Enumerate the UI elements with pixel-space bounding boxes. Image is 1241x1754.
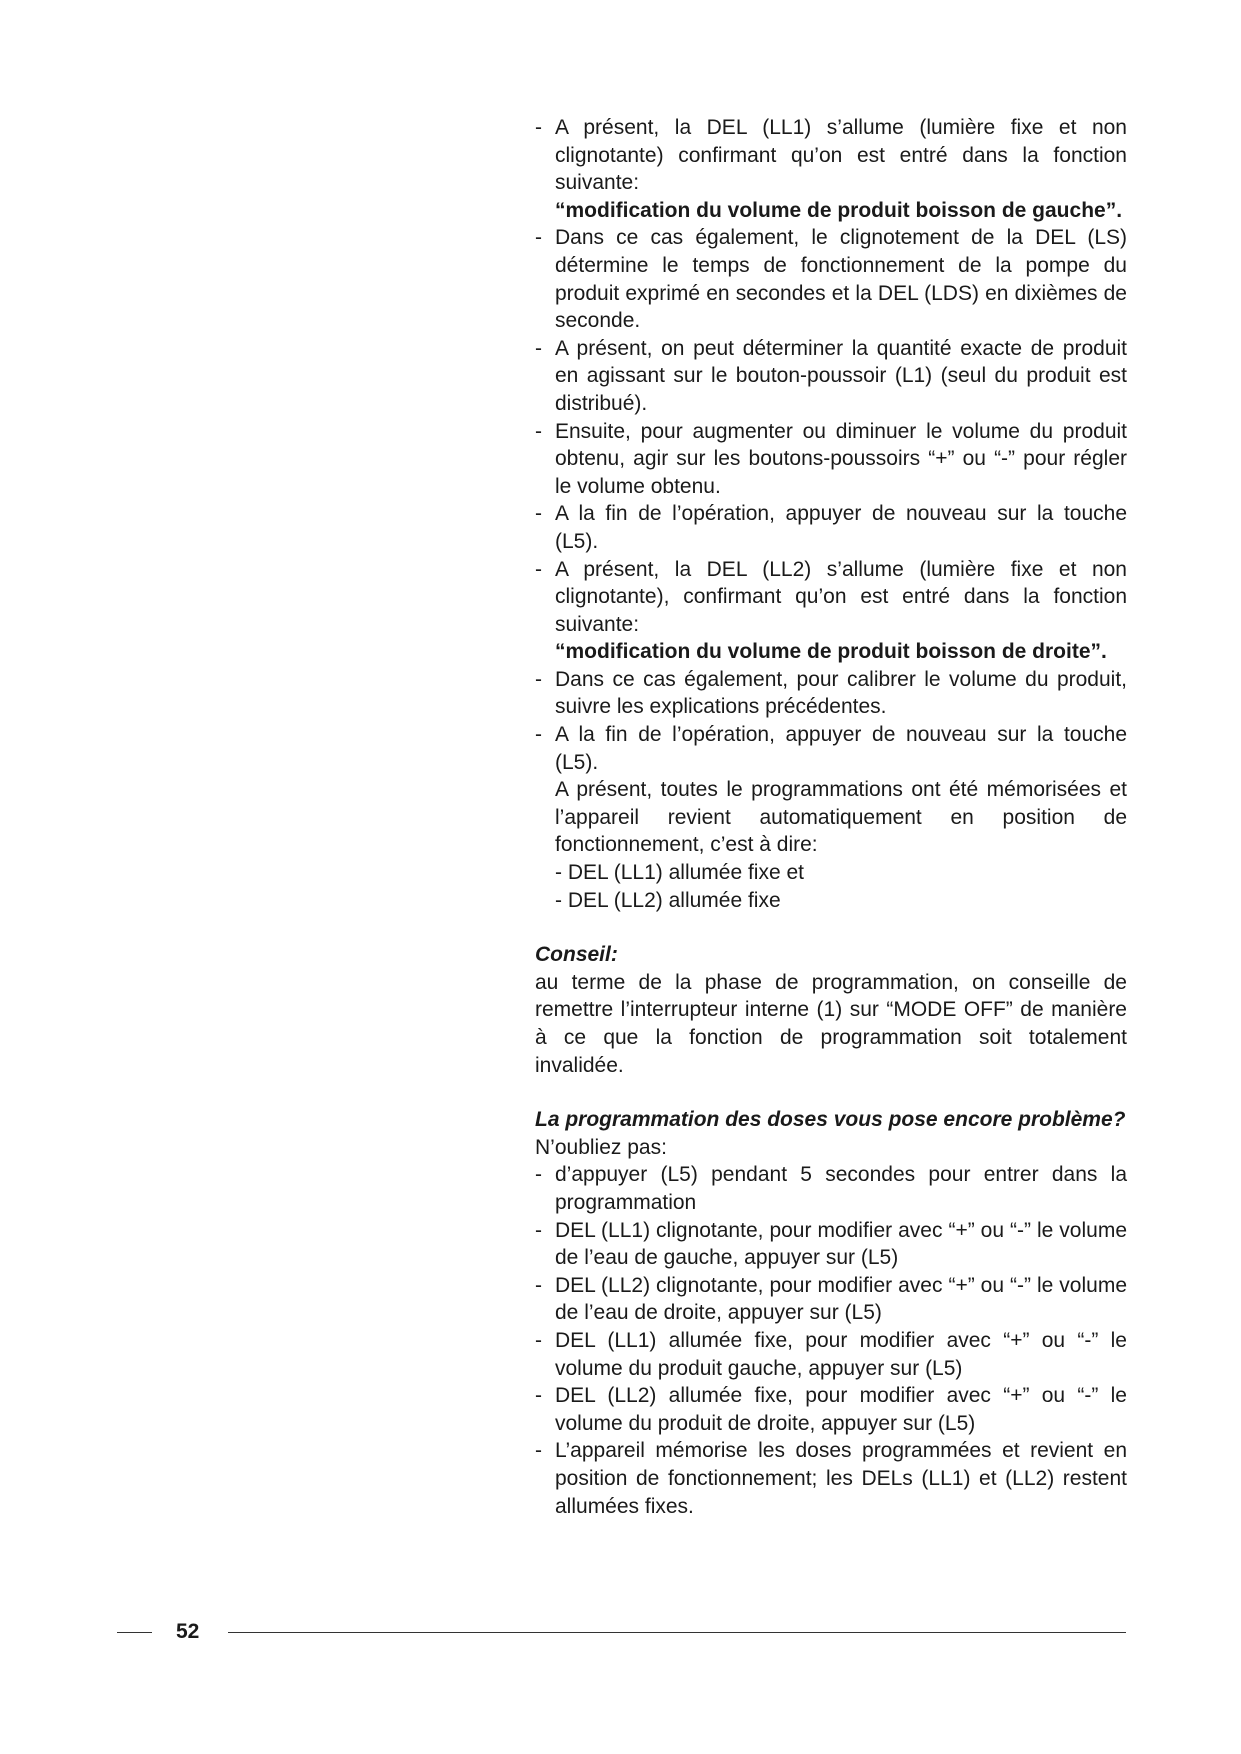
list-dash: - [535,1439,542,1463]
function-name: “modification du volume de produit boisson de gauche”. [555,198,1123,222]
list-item [535,418,1127,501]
list-dash: - [535,419,542,443]
step-text: Dans ce cas également, pour calibrer le volume du produit, suivre les explications précédentes. [555,667,1127,719]
list-dash: - [535,1328,542,1352]
reminder-text: L’appareil mémorise les doses programmées et revient en position de fonctionnement; les DELs (LL1) et (LL2) restent allumées fixes. [555,1439,1127,1518]
list-dash: - [535,723,542,747]
list-item [535,1272,1127,1327]
list-item [535,1382,1127,1437]
reminder-text: DEL (LL2) clignotante, pour modifier avec “+” ou “-” le volume de l’eau de droite, appuyer sur (L5) [555,1273,1127,1325]
list-item [535,666,1127,721]
list-item [535,1217,1127,1272]
status-line: - DEL (LL1) allumée fixe et [555,861,804,885]
list-item [535,556,1127,666]
page-number: 52 [176,1620,200,1643]
step-text: A présent, la DEL (LL1) s’allume (lumière fixe et non clignotante) confirmant qu’on est entré dans la fonction suivante: [555,116,1127,195]
reminder-text: DEL (LL2) allumée fixe, pour modifier avec “+” ou “-” le volume du produit de droite, appuyer sur (L5) [555,1384,1127,1435]
list-dash: - [535,1273,542,1297]
probleme-intro: N’oubliez pas: [535,1135,667,1159]
reminder-text: DEL (LL1) allumée fixe, pour modifier avec “+” ou “-” le volume du produit gauche, appuyer sur (L5) [555,1328,1127,1380]
footer-rule-right [228,1632,1126,1633]
list-item [535,224,1127,334]
list-item [535,721,1127,914]
step-text: A présent, on peut déterminer la quantité exacte de produit en agissant sur le bouton-poussoir (L1) (seul du produit est distribué). [555,336,1127,415]
list-dash: - [535,226,542,250]
step-text: A présent, la DEL (LL2) s’allume (lumière fixe et non clignotante), confirmant qu’on est entré dans la fonction suivante: [555,557,1127,636]
step-text: A la fin de l’opération, appuyer de nouveau sur la touche (L5). [555,723,1127,774]
list-dash: - [535,1163,542,1187]
list-dash: - [535,667,542,691]
conseil-heading: Conseil: [535,943,618,967]
status-line: - DEL (LL2) allumée fixe [555,888,781,912]
reminder-text: DEL (LL1) clignotante, pour modifier avec “+” ou “-” le volume de l’eau de gauche, appuyer sur (L5) [555,1218,1127,1270]
probleme-heading: La programmation des doses vous pose encore problème? [535,1108,1126,1132]
step-text: Ensuite, pour augmenter ou diminuer le volume du produit obtenu, agir sur les boutons-poussoirs “+” ou “-” pour régler le volume obtenu. [555,419,1127,498]
reminder-text: d’appuyer (L5) pendant 5 secondes pour entrer dans la programmation [555,1163,1127,1214]
step-text: Dans ce cas également, le clignotement de la DEL (LS) détermine le temps de fonctionnement de la pompe du produit exprimé en secondes et la DEL (LDS) en dixièmes de seconde. [555,226,1127,333]
main-text-column [535,114,1127,1520]
conseil-section [535,941,1127,1079]
list-dash: - [535,336,542,360]
list-item [535,500,1127,555]
list-dash: - [535,557,542,581]
conseil-body: au terme de la phase de programmation, on conseille de remettre l’interrupteur interne (1) sur “MODE OFF” de manière à ce que la fonction de programmation soit totalement invalidée. [535,970,1127,1077]
steps-list [535,114,1127,914]
list-dash: - [535,502,542,526]
list-item [535,1437,1127,1520]
list-dash: - [535,116,542,139]
list-dash: - [535,1384,542,1408]
footer-rule-left [117,1632,152,1633]
probleme-section [535,1106,1127,1520]
list-item [535,1327,1127,1382]
list-item [535,1161,1127,1216]
list-item [535,335,1127,418]
list-dash: - [535,1218,542,1242]
list-item [535,114,1127,224]
step-text: A présent, toutes le programmations ont été mémorisées et l’appareil revient automatiquement en position de fonctionnement, c’est à dire: [555,778,1127,857]
step-text: A la fin de l’opération, appuyer de nouveau sur la touche (L5). [555,502,1127,553]
function-name: “modification du volume de produit boisson de droite”. [555,640,1107,664]
